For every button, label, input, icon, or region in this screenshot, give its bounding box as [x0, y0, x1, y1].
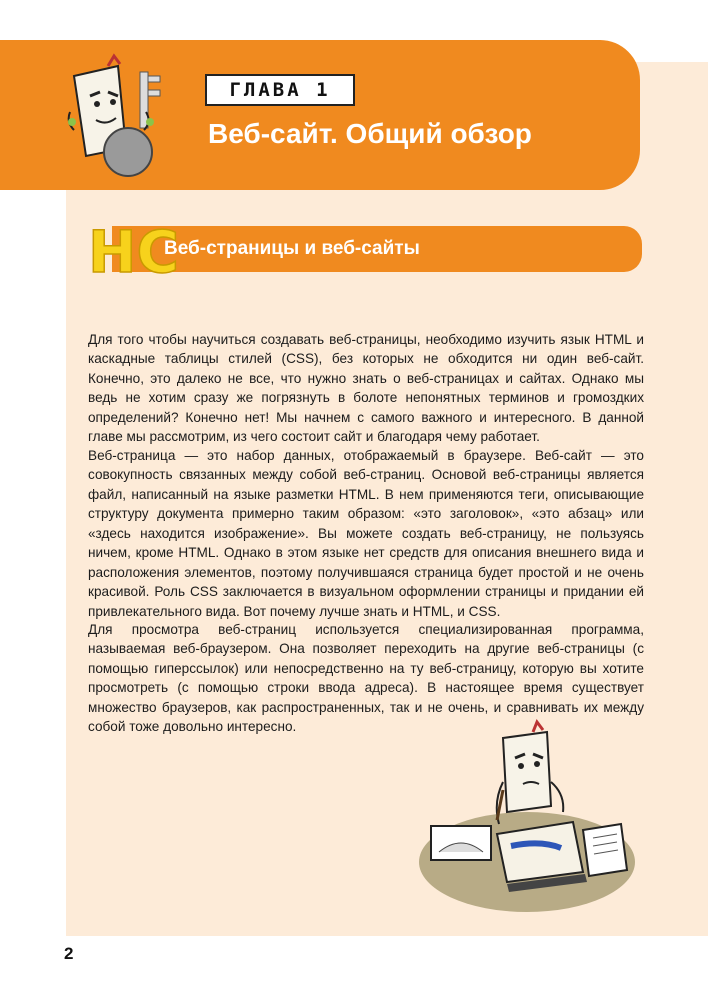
section-mark-logo: [86, 206, 180, 286]
paragraph-3: Для просмотра веб-страниц используется специализированная программа, называемая веб-браузером. Она позволяет переходить на другие веб-страницы (с помощью гиперссылок) или непосредственно на ту веб-страницу, которую вы хотите просмотреть (с помощью строки ввода адреса). В настоящее время существует множество браузеров, как распространенных, так и не очень, и сравнивать их между собой тоже довольно интересно.: [88, 621, 644, 735]
section-title: Веб-страницы и веб-сайты: [164, 238, 420, 259]
mascot-key-icon: [60, 52, 170, 182]
section-mark-text: HC: [88, 218, 180, 286]
page-number: 2: [64, 944, 74, 963]
chapter-title: Веб-сайт. Общий обзор: [208, 118, 532, 149]
paragraph-1: Для того чтобы научиться создавать веб-страницы, необходимо изучить язык HTML и каскадные таблицы стилей (CSS), без которых не обходится ни один веб-сайт. Конечно, это далеко не все, что нужно знать о веб-страницах и сайтах. Однако мы ведь не хотим сразу же погрязнуть в болоте непонятных терминов и громоздких определений? Конечно нет! Мы начнем с самого важного и интересного. В данной главе мы рассмотрим, из чего состоит сайт и благодаря чему работает.: [88, 331, 644, 445]
chapter-label: ГЛАВА 1: [205, 74, 355, 106]
mascot-drawing-illustration: [415, 722, 637, 922]
paragraph-2: Веб-страница — это набор данных, отображаемый в браузере. Веб-сайт — это совокупность связанных между собой веб-страниц. Основой веб-страницы является файл, написанный на языке разметки HTML. В нем применяются теги, описывающие структуру документа примерно таким образом: «это заголовок», «это абзац» или «здесь находится изображение». Вы можете создать веб-страницу, не пользуясь ничем, кроме HTML. Однако в этом языке нет средств для описания внешнего вида и расположения элементов, поэтому получившаяся страница будет простой и не очень красивой. Роль CSS заключается в визуальном оформлении страницы и придании ей привлекательного вида. Вот почему лучше знать и HTML, и CSS.: [88, 447, 644, 619]
